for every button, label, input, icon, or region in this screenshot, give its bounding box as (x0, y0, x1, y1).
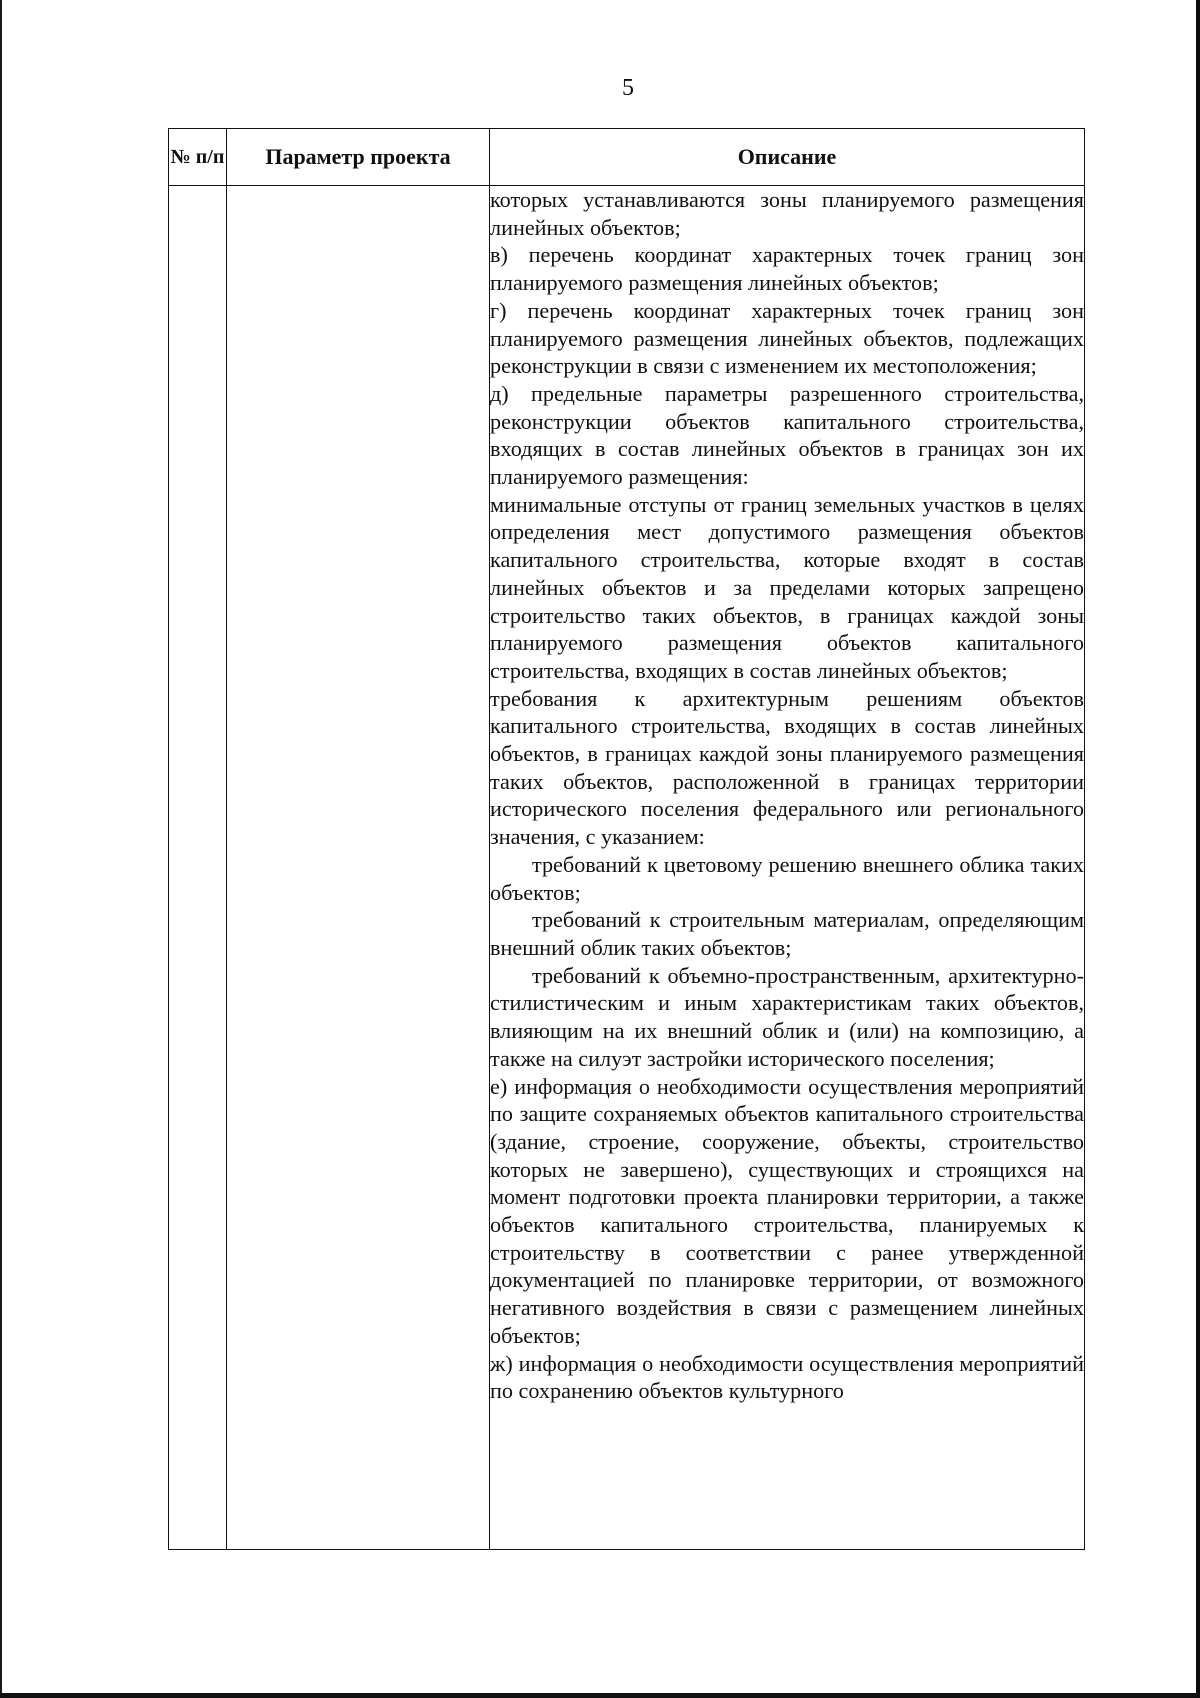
description-paragraph: д) предельные параметры разрешенного строительства, реконструкции объектов капитального строительства, входящих в состав линейных объектов в границах зон их планируемого размещения: (490, 380, 1084, 490)
header-number: № п/п (169, 129, 227, 186)
description-paragraph: е) информация о необходимости осуществления мероприятий по защите сохраняемых объектов капитального строительства (здание, строение, сооружение, объекты, строительство которых не завершено), существующих и строящихся на момент подготовки проекта планировки территории, а также объектов капитального строительства, планируемых к строительству в соответствии с ранее утвержденной документацией по планировке территории, от возможного негативного воздействия в связи с размещением линейных объектов; (490, 1073, 1084, 1348)
table-header (169, 129, 1085, 186)
scan-edge-bottom (0, 1693, 1200, 1698)
page-number: 5 (622, 75, 634, 101)
description-paragraph: которых устанавливаются зоны планируемого размещения линейных объектов; (490, 187, 1084, 240)
description-paragraph-indented: требований к цветовому решению внешнего облика таких объектов; (490, 851, 1084, 905)
row-parameter-cell (227, 186, 490, 1550)
header-parameter: Параметр проекта (227, 129, 490, 186)
row-number-cell (169, 186, 227, 1550)
description-paragraph: минимальные отступы от границ земельных участков в целях определения мест допустимого размещения объектов капитального строительства, которые входят в состав линейных объектов и за пределами которых запрещено строительство таких объектов, в границах каждой зоны планируемого размещения объектов капитального строительства, входящих в состав линейных объектов; (490, 491, 1084, 683)
description-paragraph: в) перечень координат характерных точек границ зон планируемого размещения линейных объектов; (490, 242, 1084, 296)
description-paragraph: требования к архитектурным решениям объектов капитального строительства, входящих в состав линейных объектов, в границах каждой зоны планируемого размещения таких объектов, расположенной в границах территории исторического поселения федерального или регионального значения, с указанием: (490, 685, 1084, 850)
scan-edge-right (1196, 0, 1200, 1698)
scan-edge-left (0, 0, 2, 1698)
row-description-cell (490, 186, 1085, 1550)
header-description: Описание (490, 129, 1085, 186)
table-row (169, 186, 1085, 1550)
description-paragraph: г) перечень координат характерных точек границ зон планируемого размещения линейных объектов, подлежащих реконструкции в связи с изменением их местоположения; (490, 297, 1084, 379)
description-paragraph-indented: требований к объемно-пространственным, архитектурно-стилистическим и иным характеристикам таких объектов, влияющим на их внешний облик и (или) на композицию, а также на силуэт застройки исторического поселения; (490, 962, 1084, 1071)
description-paragraph: ж) информация о необходимости осуществления мероприятий по сохранению объектов культурного (490, 1350, 1084, 1404)
table-body (169, 186, 1085, 1550)
header-row (169, 129, 1085, 186)
project-parameters-table (168, 128, 1085, 1550)
description-paragraph-indented: требований к строительным материалам, определяющим внешний облик таких объектов; (490, 907, 1084, 960)
